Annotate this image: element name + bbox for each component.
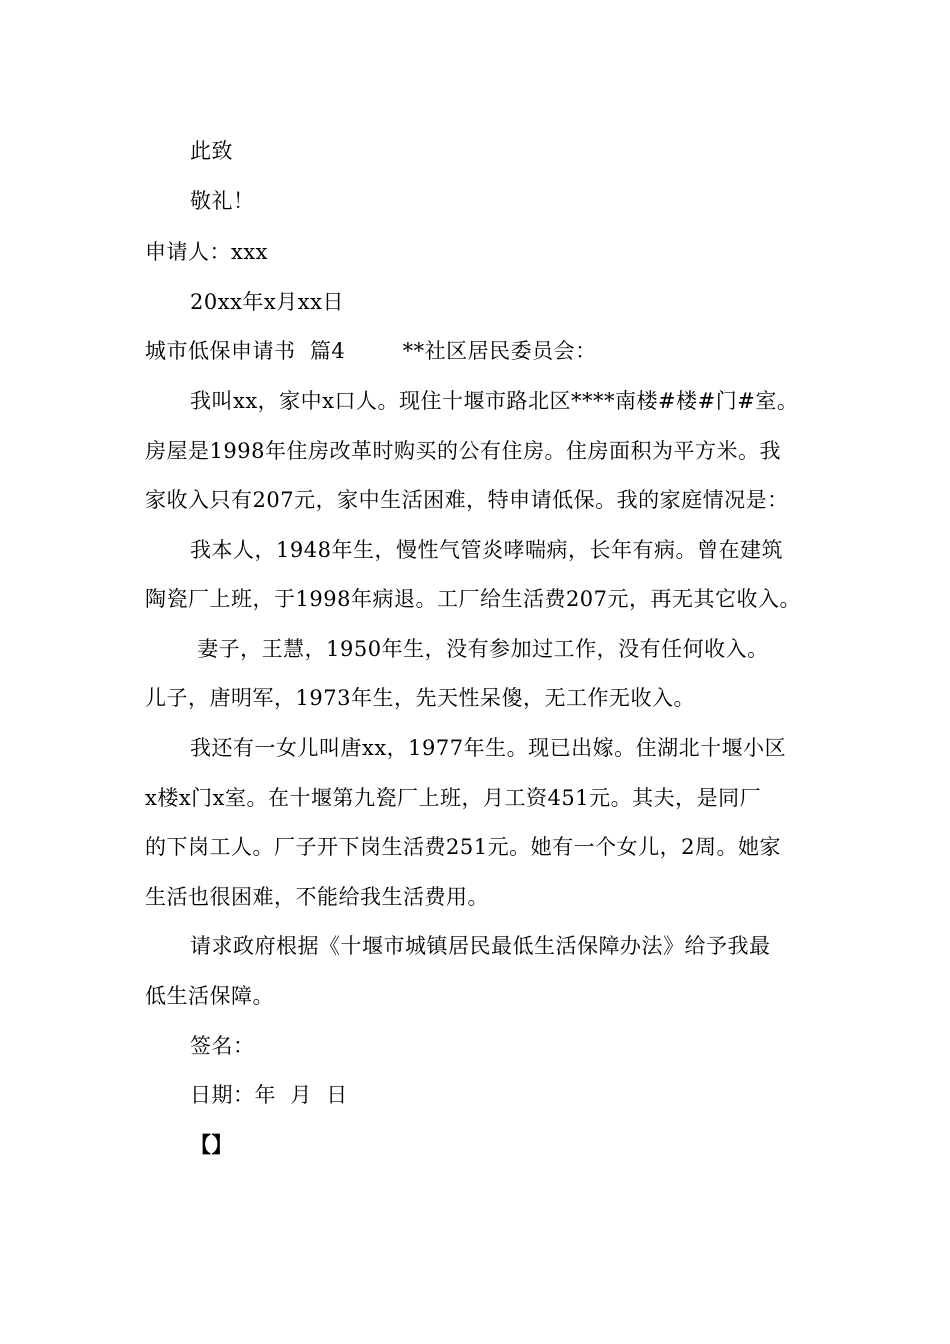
paragraph-line: 我本人，1948年生，慢性气管炎哮喘病，长年有病。曾在建筑	[190, 538, 783, 562]
paragraph-line: 生活也很困难，不能给我生活费用。	[145, 885, 489, 909]
salute-text: 敬礼！	[190, 189, 255, 213]
paragraph-line: 请求政府根据《十堰市城镇居民最低生活保障办法》给予我最	[190, 934, 771, 958]
date-line: 20xx年x月xx日	[190, 290, 344, 314]
brackets-mark: 【】	[190, 1132, 233, 1157]
paragraph-line: 我还有一女儿叫唐xx，1977年生。现已出嫁。住湖北十堰小区	[190, 736, 787, 760]
closing-text: 此致	[190, 139, 233, 163]
paragraph-line: 房屋是1998年住房改革时购买的公有住房。住房面积为平方米。我	[145, 439, 781, 463]
section-heading: 城市低保申请书 篇4 **社区居民委员会：	[145, 339, 597, 363]
date-blank-line: 日期：年 月 日	[190, 1083, 348, 1107]
paragraph-line: x楼x门x室。在十堰第九瓷厂上班，月工资451元。其夫，是同厂	[145, 786, 762, 810]
paragraph-line: 低生活保障。	[145, 984, 274, 1008]
paragraph-line: 我叫xx，家中x口人。现住十堰市路北区****南楼#楼#门#室。	[190, 389, 799, 413]
paragraph-line: 的下岗工人。厂子开下岗生活费251元。她有一个女儿，2周。她家	[145, 835, 781, 859]
paragraph-line: 妻子，王慧，1950年生，没有参加过工作，没有任何收入。	[190, 637, 769, 661]
paragraph-line: 家收入只有207元，家中生活困难，特申请低保。我的家庭情况是：	[145, 488, 789, 512]
paragraph-line: 陶瓷厂上班，于1998年病退。工厂给生活费207元，再无其它收入。	[145, 587, 802, 611]
paragraph-line: 儿子，唐明军，1973年生，先天性呆傻，无工作无收入。	[145, 686, 695, 710]
signature-line: 签名：	[190, 1034, 255, 1058]
applicant-line: 申请人：xxx	[145, 240, 269, 264]
